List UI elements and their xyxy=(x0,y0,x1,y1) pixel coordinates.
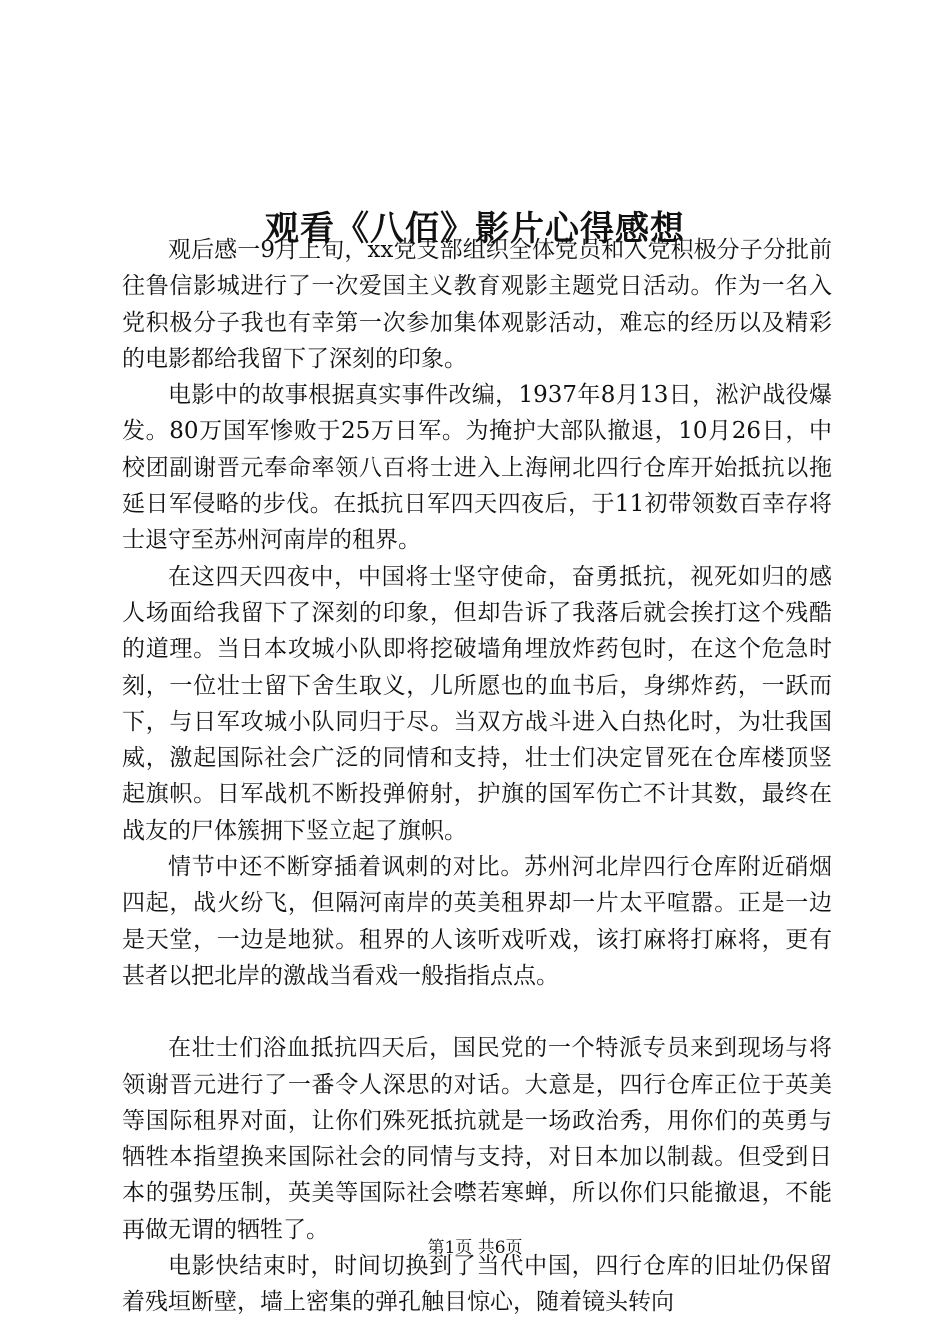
paragraph-5: 在壮士们浴血抵抗四天后，国民党的一个特派专员来到现场与将领谢晋元进行了一番令人深思的对话。大意是，四行仓库正位于英美等国际租界对面，让你们殊死抵抗就是一场政治秀，用你们的英勇与牺牲本指望换来国际社会的同情与支持，对日本加以制裁。但受到日本的强势压制，英美等国际社会噤若寒蝉，所以你们只能撤退，不能再做无谓的牺牲了。 xyxy=(122,1035,832,1243)
paragraph-2: 电影中的故事根据真实事件改编，1937年8月13日，淞沪战役爆发。80万国军惨败于25万日军。为掩护大部队撤退，10月26日，中校团副谢晋元奉命率领八百将士进入上海闸北四行仓库开始抵抗以拖延日军侵略的步伐。在抵抗日军四天四夜后，于11初带领数百幸存将士退守至苏州河南岸的租界。 xyxy=(122,382,832,554)
paragraph-4: 情节中还不断穿插着讽刺的对比。苏州河北岸四行仓库附近硝烟四起，战火纷飞，但隔河南岸的英美租界却一片太平喧嚣。正是一边是天堂，一边是地狱。租界的人该听戏听戏，该打麻将打麻将，更有甚者以把北岸的激战当看戏一般指指点点。 xyxy=(122,854,832,989)
paragraph-6: 电影快结束时，时间切换到了当代中国，四行仓库的旧址仍保留着残垣断壁，墙上密集的弹孔触目惊心，随着镜头转向 xyxy=(122,1253,832,1316)
document-body xyxy=(122,232,832,1321)
paragraph-3: 在这四天四夜中，中国将士坚守使命，奋勇抵抗，视死如归的感人场面给我留下了深刻的印象，但却告诉了我落后就会挨打这个残酷的道理。当日本攻城小队即将挖破墙角埋放炸药包时，在这个危急时刻，一位壮士留下舍生取义，儿所愿也的血书后，身绑炸药，一跃而下，与日军攻城小队同归于尽。当双方战斗进入白热化时，为壮我国威，激起国际社会广泛的同情和支持，壮士们决定冒死在仓库楼顶竖起旗帜。日军战机不断投弹俯射，护旗的国军伤亡不计其数，最终在战友的尸体簇拥下竖立起了旗帜。 xyxy=(122,563,832,844)
paragraph-1: 观后感一9月上旬，xx党支部组织全体党员和入党积极分子分批前往鲁信影城进行了一次爱国主义教育观影主题党日活动。作为一名入党积极分子我也有幸第一次参加集体观影活动，难忘的经历以及精彩的电影都给我留下了深刻的印象。 xyxy=(122,237,832,372)
page-number-footer: 第1页 共6页 xyxy=(427,1238,523,1258)
document-title: 观看《八佰》影片心得感想 xyxy=(265,208,685,249)
